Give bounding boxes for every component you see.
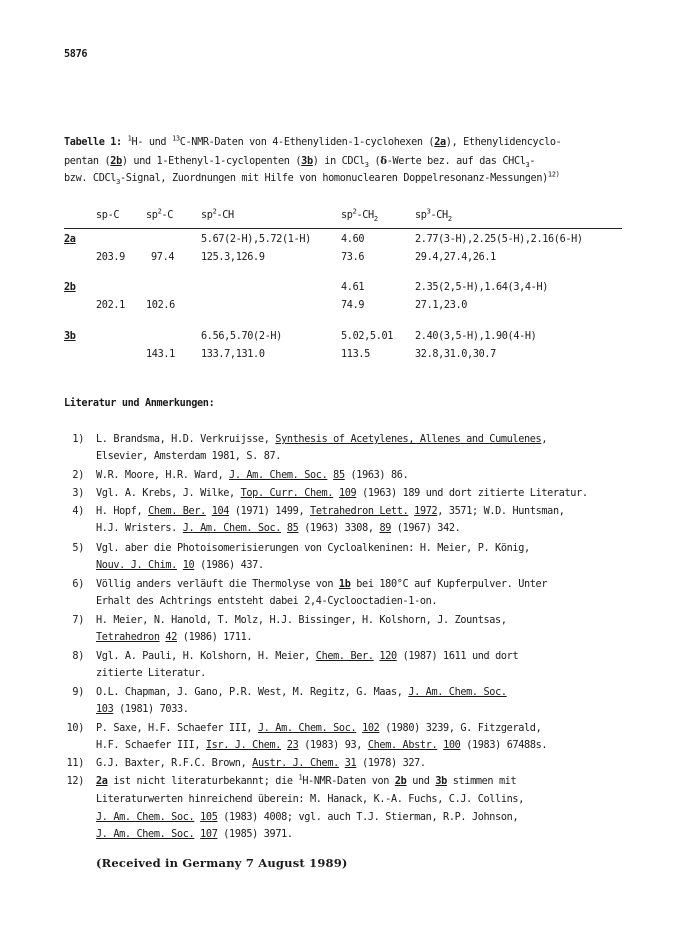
caption-line-1: Tabelle 1: $^1$H- und $^{13}$C-NMR-Daten von 4-Ethenyliden-1-cyclohexen (2a), Ethenylidencyclo- [64, 134, 562, 148]
ref-line: zitierte Literatur. [96, 668, 206, 679]
ref-line: J. Am. Chem. Soc. 107 (1985) 3971. [96, 829, 293, 840]
cell: 6.56,5.70(2-H) [201, 331, 282, 342]
ref-line: P. Saxe, H.F. Schaefer III, J. Am. Chem. Soc. 102 (1980) 3239, G. Fitzgerald, [96, 723, 542, 734]
table-rule [64, 228, 622, 229]
ref-number: 2) [72, 470, 84, 481]
header-sp2-ch2: $sp^2-CH_2$ [341, 207, 378, 224]
ref-line: Vgl. A. Pauli, H. Kolshorn, H. Meier, Chem. Ber. 120 (1987) 1611 und dort [96, 651, 519, 662]
ref-number: 12) [66, 776, 84, 787]
caption-line-2: pentan (2b) und 1-Ethenyl-1-cyclopenten (3b) in CDCl$_3$ (δ-Werte bez. auf das CHCl$_3$- [64, 155, 536, 170]
ref-line: O.L. Chapman, J. Gano, P.R. West, M. Regitz, G. Maas, J. Am. Chem. Soc. [96, 687, 507, 698]
header-sp3-ch2: $sp^3-CH_2$ [415, 207, 452, 224]
compound-label: 2a [434, 137, 446, 148]
ref-line: W.R. Moore, H.R. Ward, J. Am. Chem. Soc. 85 (1963) 86. [96, 470, 409, 481]
ref-line: H. Hopf, Chem. Ber. 104 (1971) 1499, Tetrahedron Lett. 1972, 3571; W.D. Huntsman, [96, 506, 565, 517]
ref-number: 8) [72, 651, 84, 662]
ref-line: G.J. Baxter, R.F.C. Brown, Austr. J. Chem. 31 (1978) 327. [96, 758, 426, 769]
ref-line: Nouv. J. Chim. 10 (1986) 437. [96, 560, 264, 571]
ref-line: Völlig anders verläuft die Thermolyse von 1b bei 180°C auf Kupferpulver. Unter [96, 579, 548, 590]
cell: 113.5 [341, 349, 370, 360]
cell: 2.40(3,5-H),1.90(4-H) [415, 331, 537, 342]
row-compound: 2b [64, 282, 76, 293]
ref-line: J. Am. Chem. Soc. 105 (1983) 4008; vgl. auch T.J. Stierman, R.P. Johnson, [96, 812, 519, 823]
header-sp2-ch: $sp^2-CH$ [201, 207, 234, 221]
references-heading: Literatur und Anmerkungen: [64, 398, 215, 409]
cell: 29.4,27.4,26.1 [415, 252, 496, 263]
ref-line: L. Brandsma, H.D. Verkruijsse, Synthesis of Acetylenes, Allenes and Cumulenes, [96, 434, 548, 445]
ref-number: 11) [66, 758, 84, 769]
cell: 143.1 [146, 349, 175, 360]
cell: 74.9 [341, 300, 365, 311]
compound-label: 3b [301, 156, 313, 167]
table-label: Tabelle 1: [64, 137, 122, 148]
ref-number: 4) [72, 506, 84, 517]
ref-line: Vgl. A. Krebs, J. Wilke, Top. Curr. Chem. 109 (1963) 189 und dort zitierte Literatur. [96, 488, 588, 499]
row-compound: 2a [64, 234, 76, 245]
cell: 32.8,31.0,30.7 [415, 349, 496, 360]
row-compound: 3b [64, 331, 76, 342]
cell: 97.4 [151, 252, 175, 263]
compound-label: 2b [110, 156, 122, 167]
ref-line: H.J. Wristers. J. Am. Chem. Soc. 85 (1963) 3308, 89 (1967) 342. [96, 523, 461, 534]
ref-line: Elsevier, Amsterdam 1981, S. 87. [96, 451, 282, 462]
cell: 5.02,5.01 [341, 331, 394, 342]
cell: 2.35(2,5-H),1.64(3,4-H) [415, 282, 549, 293]
cell: 125.3,126.9 [201, 252, 265, 263]
ref-line: Tetrahedron 42 (1986) 1711. [96, 632, 253, 643]
cell: 27.1,23.0 [415, 300, 468, 311]
ref-number: 9) [72, 687, 84, 698]
ref-line: Vgl. aber die Photoisomerisierungen von Cycloalkeninen: H. Meier, P. König, [96, 543, 530, 554]
ref-number: 7) [72, 615, 84, 626]
ref-number: 6) [72, 579, 84, 590]
received-date: (Received in Germany 7 August 1989) [96, 856, 348, 870]
ref-line: 103 (1981) 7033. [96, 704, 189, 715]
cell: 133.7,131.0 [201, 349, 265, 360]
page-number: 5876 [64, 49, 88, 60]
ref-number: 5) [72, 543, 84, 554]
ref-line: Literaturwerten hinreichend überein: M. Hanack, K.-A. Fuchs, C.J. Collins, [96, 794, 524, 805]
footnote-ref: 12) [547, 170, 560, 179]
header-sp2-c: $sp^2-C$ [146, 207, 174, 221]
cell: 5.67(2-H),5.72(1-H) [201, 234, 311, 245]
cell: 4.61 [341, 282, 365, 293]
ref-line: H. Meier, N. Hanold, T. Molz, H.J. Bissinger, H. Kolshorn, J. Zountsas, [96, 615, 507, 626]
cell: 202.1 [96, 300, 125, 311]
cell: 2.77(3-H),2.25(5-H),2.16(6-H) [415, 234, 583, 245]
cell: 73.6 [341, 252, 365, 263]
delta-symbol: δ [380, 155, 387, 167]
cell: 4.60 [341, 234, 365, 245]
ref-number: 10) [66, 723, 84, 734]
caption-line-3: bzw. CDCl$_3$-Signal, Zuordnungen mit Hilfe von homonuclearen Doppelresonanz-Messungen)$^{12)}$ [64, 170, 560, 187]
cell: 102.6 [146, 300, 175, 311]
ref-number: 1) [72, 434, 84, 445]
header-sp-c: sp-C [96, 210, 120, 221]
ref-number: 3) [72, 488, 84, 499]
ref-line: Erhalt des Achtrings entsteht dabei 2,4-Cyclooctadien-1-on. [96, 596, 438, 607]
ref-line: H.F. Schaefer III, Isr. J. Chem. 23 (1983) 93, Chem. Abstr. 100 (1983) 67488s. [96, 740, 548, 751]
ref-line: 2a ist nicht literaturbekannt; die $^1$H-NMR-Daten von 2b und 3b stimmen mit [96, 773, 517, 787]
cell: 203.9 [96, 252, 125, 263]
